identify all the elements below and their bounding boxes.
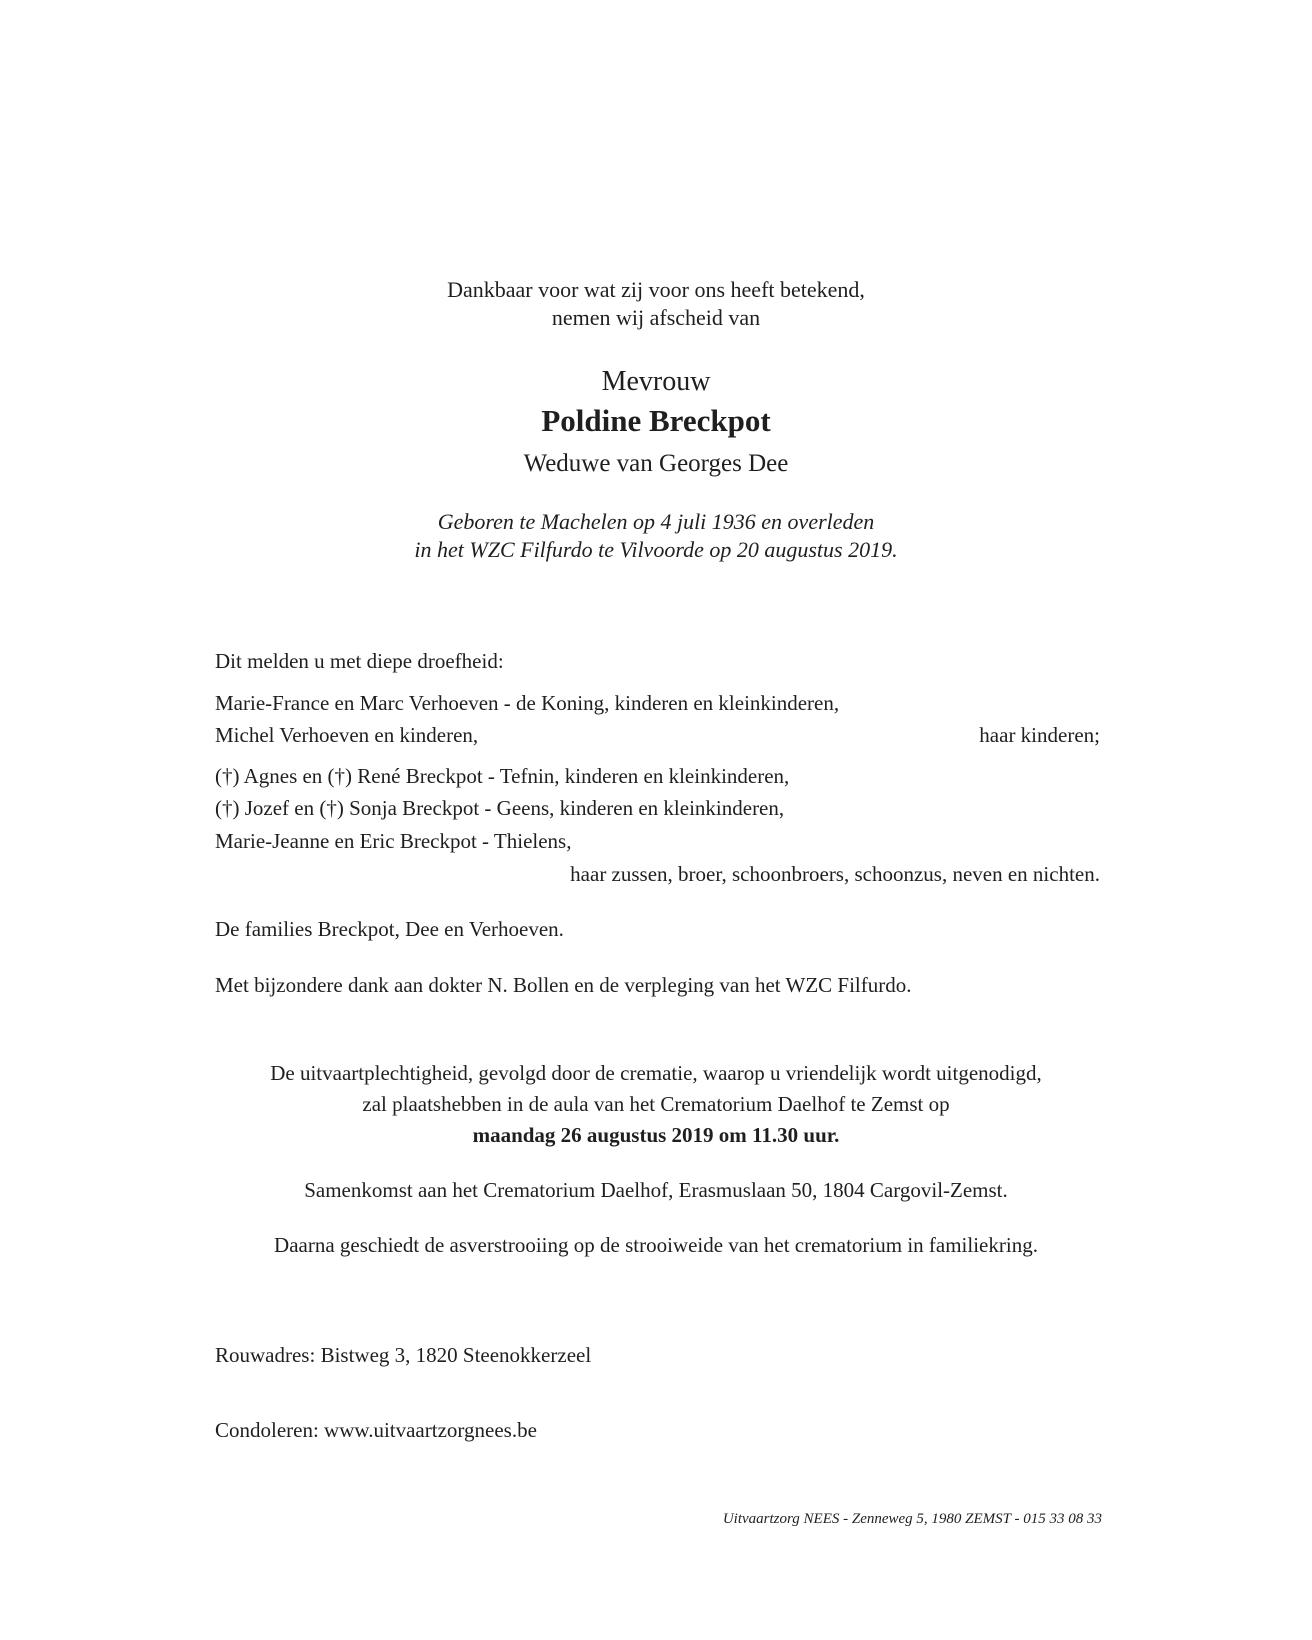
birth-death-line-2: in het WZC Filfurdo te Vilvoorde op 20 augustus 2019. [414, 537, 898, 562]
siblings-role: haar zussen, broer, schoonbroers, schoonzus, neven en nichten. [570, 862, 1100, 886]
ceremony-line-2: zal plaatshebben in de aula van het Crematorium Daelhof te Zemst op [362, 1092, 950, 1116]
scattering-line: Daarna geschiedt de asverstrooiing op de strooiweide van het crematorium in familiekring. [274, 1233, 1038, 1257]
deceased-title: Mevrouw [601, 366, 711, 397]
siblings-line-3: Marie-Jeanne en Eric Breckpot - Thielens, [215, 829, 572, 853]
announcement-heading: Dit melden u met diepe droefheid: [215, 649, 504, 673]
intro-line-1: Dankbaar voor wat zij voor ons heeft betekend, [447, 277, 865, 302]
siblings-line-2: (†) Jozef en (†) Sonja Breckpot - Geens, kinderen en kleinkinderen, [215, 796, 785, 820]
condolences-line: Condoleren: www.uitvaartzorgnees.be [215, 1418, 537, 1442]
families-line: De families Breckpot, Dee en Verhoeven. [215, 917, 564, 941]
children-line-2: Michel Verhoeven en kinderen, [215, 723, 479, 747]
children-role: haar kinderen; [979, 723, 1100, 747]
gathering-line: Samenkomst aan het Crematorium Daelhof, Erasmuslaan 50, 1804 Cargovil-Zemst. [304, 1178, 1008, 1202]
undertaker-footer: Uitvaartzorg NEES - Zenneweg 5, 1980 ZEMST - 015 33 08 33 [722, 1511, 1102, 1527]
intro-line-2: nemen wij afscheid van [551, 305, 761, 330]
deceased-relation: Weduwe van Georges Dee [523, 450, 789, 477]
birth-death-line-1: Geboren te Machelen op 4 juli 1936 en overleden [437, 509, 875, 534]
ceremony-line-1: De uitvaartplechtigheid, gevolgd door de crematie, waarop u vriendelijk wordt uitgenodigd, [270, 1061, 1042, 1085]
mourning-address: Rouwadres: Bistweg 3, 1820 Steenokkerzeel [215, 1343, 592, 1367]
deceased-name: Poldine Breckpot [541, 403, 771, 438]
siblings-line-1: (†) Agnes en (†) René Breckpot - Tefnin, kinderen en kleinkinderen, [215, 764, 790, 788]
ceremony-date: maandag 26 augustus 2019 om 11.30 uur. [472, 1123, 840, 1147]
thanks-line: Met bijzondere dank aan dokter N. Bollen en de verpleging van het WZC Filfurdo. [215, 973, 912, 997]
children-line-1: Marie-France en Marc Verhoeven - de Koning, kinderen en kleinkinderen, [215, 691, 840, 715]
